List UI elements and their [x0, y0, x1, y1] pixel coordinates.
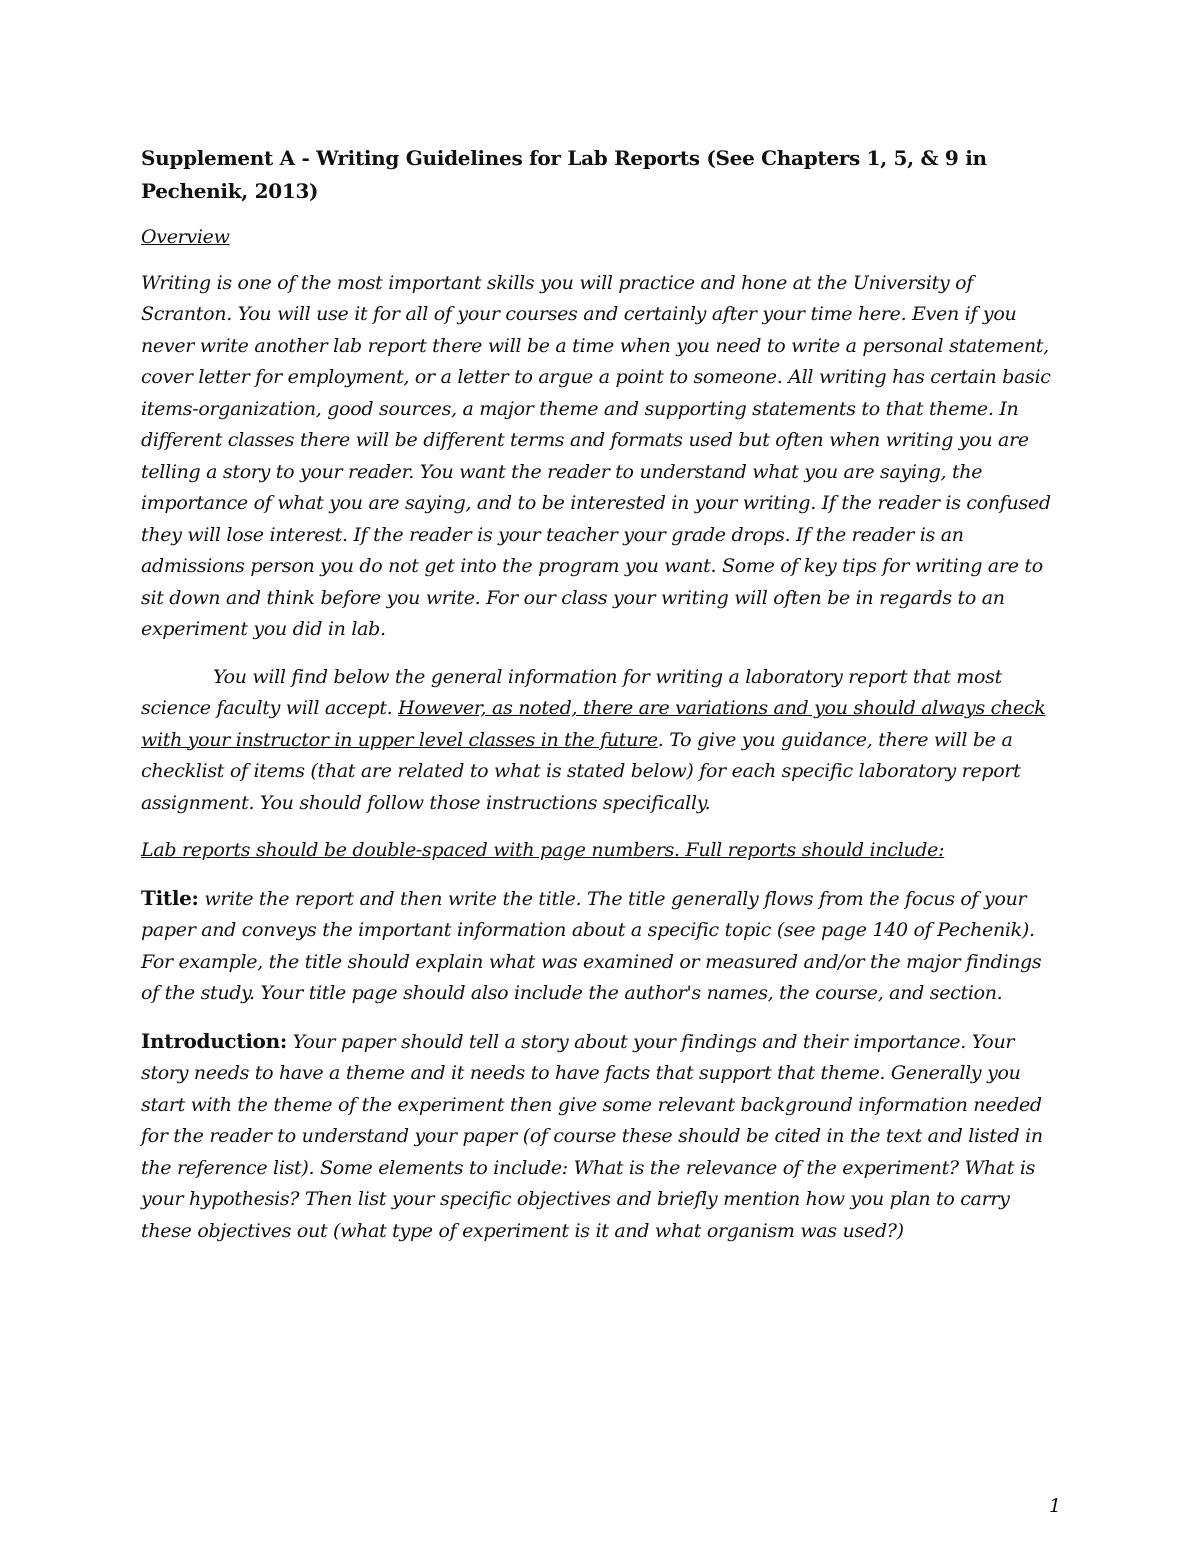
overview-heading: Overview	[141, 226, 230, 248]
guidance-text-end: . To give you guidance, there will be a checklist of items (that are related to what is stated below) for each specific laboratory report assignment. You should follow those instructions specifically.	[141, 728, 1021, 814]
section-introduction-text: Your paper should tell a story about your findings and their importance. Your story needs to have a theme and it needs to have facts that support that theme. Generally you start with the theme of the experiment then give some relevant background information needed for the reader to understand your paper (of course these should be cited in the text and listed in the reference list). Some elements to include: What is the relevance of the experiment? What is your hypothesis? Then list your specific objectives and briefly mention how you plan to carry these objectives out (what type of experiment is it and what organism was used?)	[141, 1030, 1043, 1242]
page-number: 1	[1049, 1495, 1062, 1517]
guidance-paragraph	[141, 662, 1061, 820]
format-note: Lab reports should be double-spaced with page numbers. Full reports should include:	[141, 839, 945, 861]
guidance-text-start: You will find below the general information for writing a laboratory report that most science faculty will accept.	[141, 665, 1002, 719]
overview-paragraph: Writing is one of the most important skills you will practice and hone at the University of Scranton. You will use it for all of your courses and certainly after your time here. Even if you never write another lab report there will be a time when you need to write a personal statement, cover letter for employment, or a letter to argue a point to someone. All writing has certain basic items-organization, good sources, a major theme and supporting statements to that theme. In different classes there will be different terms and formats used but often when writing you are telling a story to your reader. You want the reader to understand what you are saying, the importance of what you are saying, and to be interested in your writing. If the reader is confused they will lose interest. If the reader is your teacher your grade drops. If the reader is an admissions person you do not get into the program you want. Some of key tips for writing are to sit down and think before you write. For our class your writing will often be in regards to an experiment you did in lab.	[141, 271, 1051, 640]
section-introduction-label: Introduction:	[141, 1028, 287, 1053]
document-title: Supplement A - Writing Guidelines for Lab Reports (See Chapters 1, 5, & 9 in Pechenik, 2013)	[141, 146, 987, 203]
section-title-text: write the report and then write the title. The title generally flows from the focus of your paper and conveys the important information about a specific topic (see page 140 of Pechenik). For example, the title should explain what was examined or measured and/or the major findings of the study. Your title page should also include the author's names, the course, and section.	[141, 887, 1042, 1004]
guidance-underlined-text: However, as noted, there are variations and you should always check with your instructor in upper level classes in the future	[141, 697, 1046, 751]
section-introduction	[141, 1026, 1061, 1248]
page-content	[141, 142, 1061, 1263]
section-title	[141, 883, 1061, 1010]
section-title-label: Title:	[141, 885, 199, 910]
